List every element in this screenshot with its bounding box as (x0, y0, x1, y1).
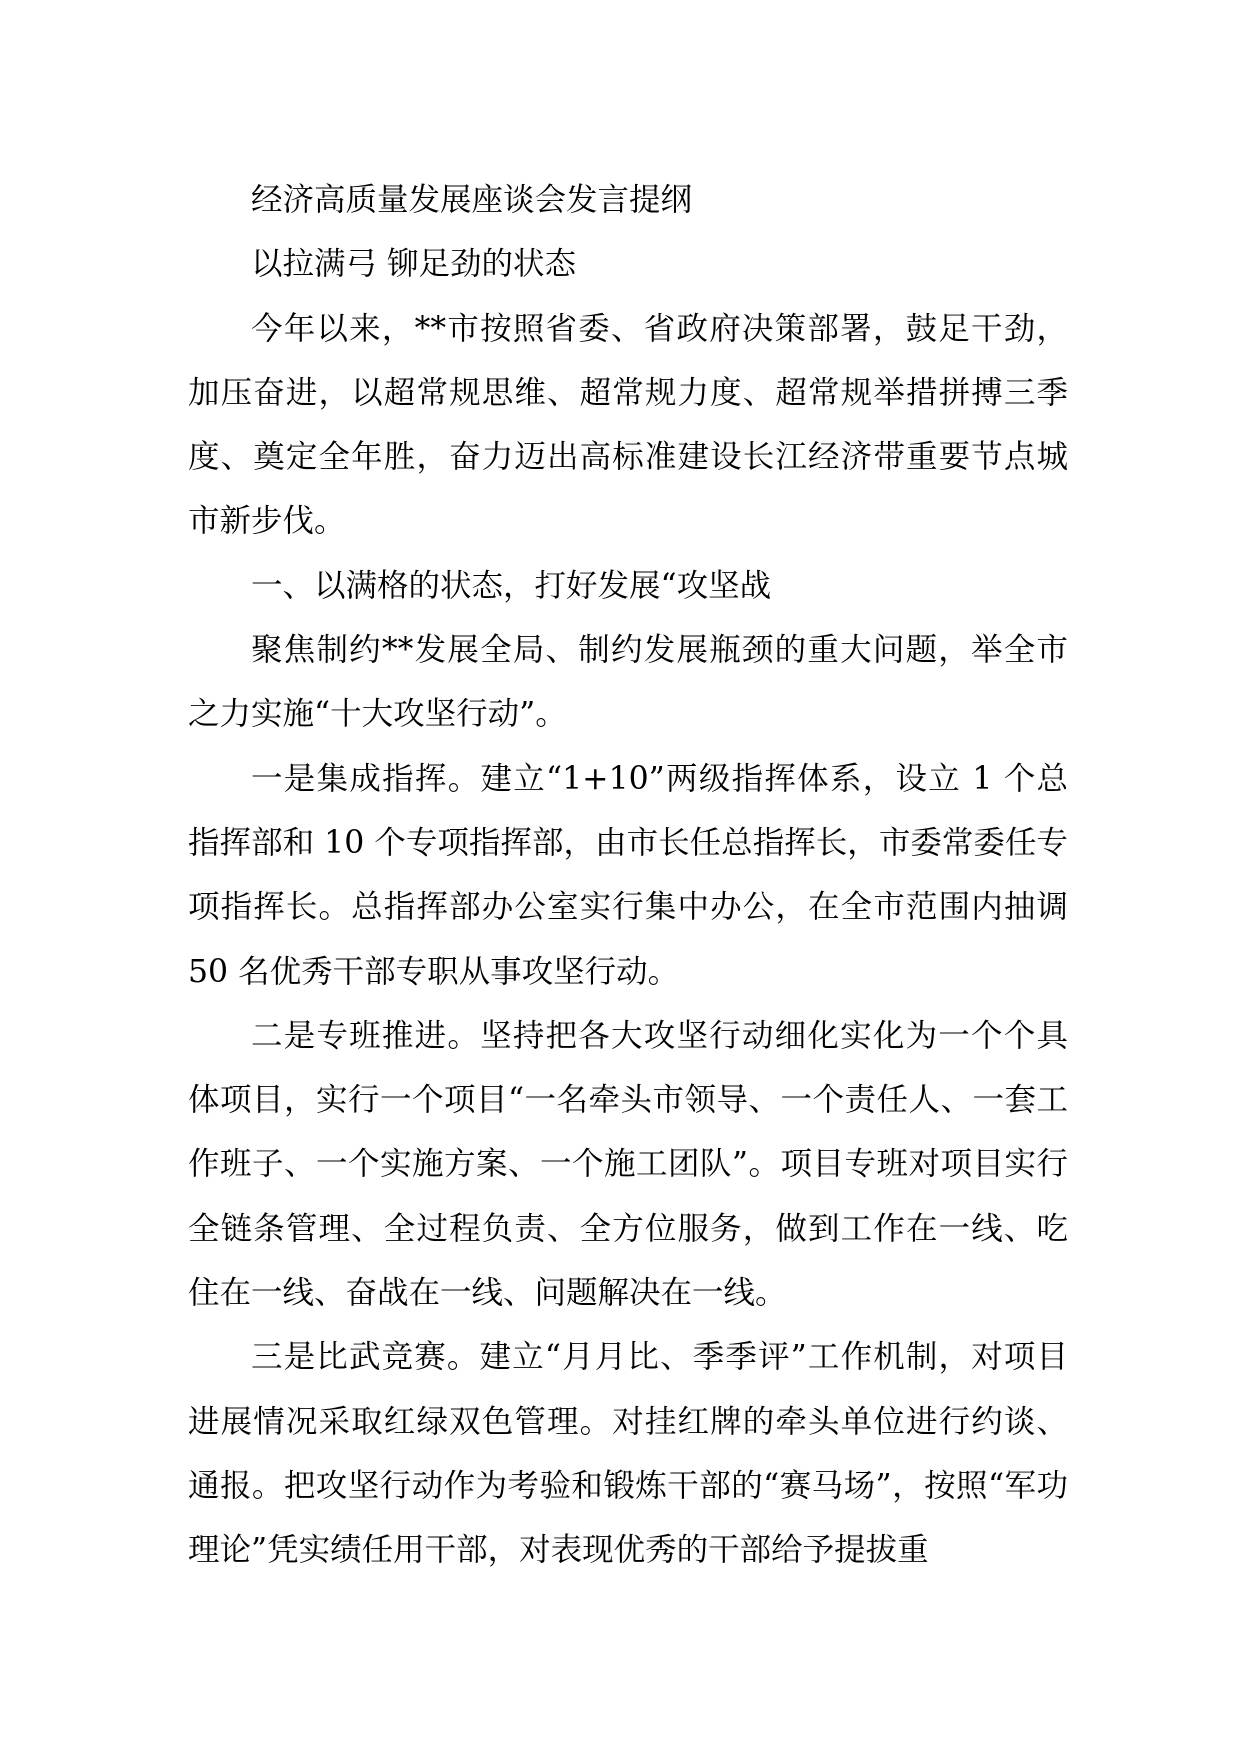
document-subtitle: 以拉满弓 铆足劲的状态 (251, 246, 577, 283)
section-heading-1: 一、以满格的状态，打好发展“攻坚战 (251, 567, 772, 604)
paragraph-competition: 三是比武竞赛。建立“月月比、季季评”工作机制，对项目进展情况采取红绿双色管理。对挂红牌的牵头单位进行约谈、通报。把攻坚行动作为考验和锻炼干部的“赛马场”，按照“军功理论”凭实绩任用干部，对表现优秀的干部给予提拔重 (188, 1339, 1068, 1569)
paragraph-focus: 聚焦制约**发展全局、制约发展瓶颈的重大问题，举全市之力实施“十大攻坚行动”。 (188, 632, 1068, 733)
paragraph-intro: 今年以来，**市按照省委、省政府决策部署，鼓足干劲，加压奋进，以超常规思维、超常规力度、超常规举措拼搏三季度、奠定全年胜，奋力迈出高标准建设长江经济带重要节点城市新步伐。 (188, 310, 1068, 540)
document-title: 经济高质量发展座谈会发言提纲 (251, 182, 693, 218)
document-body (188, 168, 1068, 1583)
paragraph-command: 一是集成指挥。建立“1+10”两级指挥体系，设立 1 个总指挥部和 10 个专项指挥部，由市长任总指挥长，市委常委任专项指挥长。总指挥部办公室实行集中办公，在全市范围内抽调 50 名优秀干部专职从事攻坚行动。 (188, 760, 1068, 990)
paragraph-task-force: 二是专班推进。坚持把各大攻坚行动细化实化为一个个具体项目，实行一个项目“一名牵头市领导、一个责任人、一套工作班子、一个实施方案、一个施工团队”。项目专班对项目实行全链条管理、全过程负责、全方位服务，做到工作在一线、吃住在一线、奋战在一线、问题解决在一线。 (188, 1017, 1068, 1312)
